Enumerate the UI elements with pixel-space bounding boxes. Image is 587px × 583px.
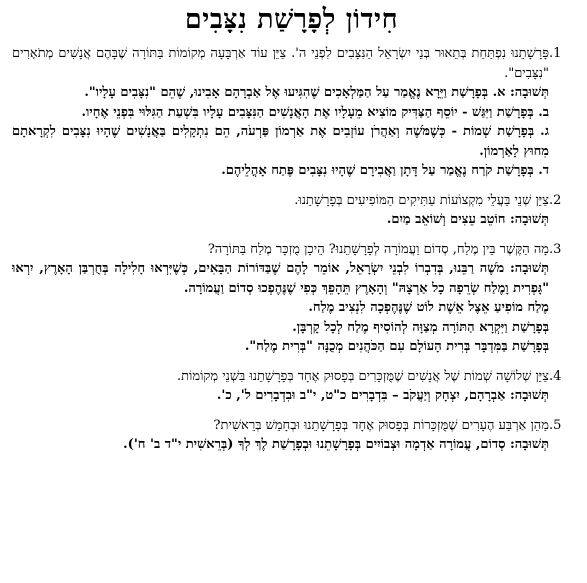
answer-line: ג. בְּפָרָשַׁת שְׁמוֹת - כְּשֶׁמֹּשֶׁה וְאַהֲרֹן עוֹזְבִים אֶת אַרְמוֹן פַּרְעֹה, הֵם נִתְקָלִים בַּאֲנָשִׁים שֶׁהָיוּ נִצָּבִים לִקְרָאתָם מִחוּץ לָאַרְמוֹן.: [12, 124, 549, 159]
answer-line: תְּשׁוּבָה: מֹשֶׁה רַבֵּנוּ, בְּדִבְרוֹ לִבְנֵי יִשְׂרָאֵל, אוֹמֵר לָהֶם שֶׁבַּדּוֹרוֹת הַבָּאִים, כְּשֶׁיִּרְאוּ חָלִילָה בְּחֻרְבַּן הָאָרֶץ, יִרְאוּ "גָּפְרִית וָמֶלַח שְׂרֵפָה כָל אַרְצָהּ" וְהָאָרֶץ תֵּהָפֵךְ כְּפִי שֶׁנֶּהֶפְכוּ סְדוֹם וַעֲמוֹרָה.: [12, 261, 549, 296]
answer-line: תְּשׁוּבָה: חוֹטֵב עֵצִים וְשׁוֹאֵב מַיִם.: [386, 212, 549, 227]
question-text: צַיֵּן שְׁנֵי בַּעֲלֵי מִקְצוֹעוֹת עַתִּיקִים הַמּוֹפִיעִים בְּפָרָשָׁתֵנוּ.: [294, 192, 549, 208]
answer-line: תְּשׁוּבָה: אַבְרָהָם, יִצְחָק וְיַעֲקֹב – בִּדְבָרִים כ"ט, י"ב וּבִדְבָרִים ל', כ'.: [216, 388, 549, 403]
question-text: פָּרָשָׁתֵנוּ נִפְתַּחַת בְּתֵאוּר בְּנֵי יִשְׂרָאֵל הַנִּצָּבִים לִפְנֵי ה'. צַיֵּן עוֹד אַרְבָּעָה מְקוֹמוֹת בַּתּוֹרָה שֶׁבָּהֶם אֲנָשִׁים מְתֹאָרִים "נִצָּבִים".: [12, 46, 549, 81]
question-body: [12, 240, 549, 357]
answer-line: בְּפָרָשַׁת בַּמִּדְבָּר בְּרִית הָעוֹלָם עִם הַכֹּהֲנִים מְכֻנָּה "בְּרִית מֶלַח".: [244, 339, 549, 354]
question-body: [12, 367, 549, 406]
question-number: 3.: [549, 241, 562, 257]
question-number: 2.: [549, 192, 562, 208]
question-body: [12, 44, 549, 181]
question-body: [12, 416, 549, 455]
question-number: 4.: [549, 368, 562, 384]
answer-line: ב. בְּפָרָשַׁת וַיִּגַּשׁ - יוֹסֵף הַצַּדִּיק מוֹצִיא מֵעָלָיו אֶת הָאֲנָשִׁים הַנִּצָּבִים עָלָיו בִּשְׁעַת הַגִּלּוּי בִּפְנֵי אֶחָיו.: [81, 104, 549, 120]
question-5: [12, 416, 571, 455]
page-title: חִידוֹן לְפָרָשַׁת נִצָּבִים: [184, 4, 399, 35]
question-number: 5.: [549, 417, 562, 433]
question-text: מַהֵן אַרְבַּע הֶעָרִים שֶׁמֻּזְכָּרוֹת בְּפָסוּק אֶחָד בְּפָרָשָׁתֵנוּ וּבְחָמֵשׁ בְּרֵאשִׁית?: [213, 417, 549, 433]
answer-line: תְּשׁוּבָה: א. בְּפָרָשַׁת וַיֵּרָא נֶאֱמַר עַל הַמַּלְאָכִים שֶׁהִגִּיעוּ אֶל אַבְרָהָם אָבִינוּ, שֶׁהֵם "נִצָּבִים עָלָיו".: [84, 85, 549, 100]
answer-line: בְּפָרָשַׁת וַיִּקְרָא הַתּוֹרָה מְצַוָּה לְהוֹסִיף מֶלַח לְכָל קָרְבָּן.: [292, 319, 549, 335]
answer-line: מֶלַח מוֹפִיעַ אֵצֶל אֵשֶׁת לוֹט שֶׁנֶּהֶפְכָה לִנְצִיב מֶלַח.: [308, 300, 549, 315]
question-text: מָה הַקֶּשֶׁר בֵּין מֶלַח, סְדוֹם וַעֲמוֹרָה לְפָרָשָׁתֵנוּ? הֵיכָן מֻזְכָּר מֶלַח בַּתּוֹרָה?: [207, 241, 549, 257]
answer-line: תְּשׁוּבָה: סְדוֹם, עֲמוֹרָה אַדְמָה וּצְבוֹיִים בְּפָרָשָׁתֵנוּ וּבְפָרָשַׁת לֶךְ לְךָ (בְּרֵאשִׁית י"ד ב' ח').: [123, 437, 549, 452]
question-1: [12, 44, 571, 181]
question-number: 1.: [549, 46, 562, 61]
question-3: [12, 240, 571, 357]
question-2: [12, 191, 571, 230]
question-4: [12, 367, 571, 406]
question-text: צַיֵּן שְׁלוֹשָׁה שְׁמוֹת שֶׁל אֲנָשִׁים שֶׁמֻּזְכָּרִים בְּפָסוּק אֶחָד בְּפָרָשָׁתֵנוּ בִּשְׁנֵי מְקוֹמוֹת.: [177, 368, 549, 384]
answer-line: ד. בְּפָרָשַׁת קֹרַח נֶאֱמַר עַל דָּתָן וַאֲבִירָם שֶׁהָיוּ נִצָּבִים פֶּתַח אָהֳלֵיהֶם.: [221, 163, 549, 178]
question-body: [12, 191, 549, 230]
